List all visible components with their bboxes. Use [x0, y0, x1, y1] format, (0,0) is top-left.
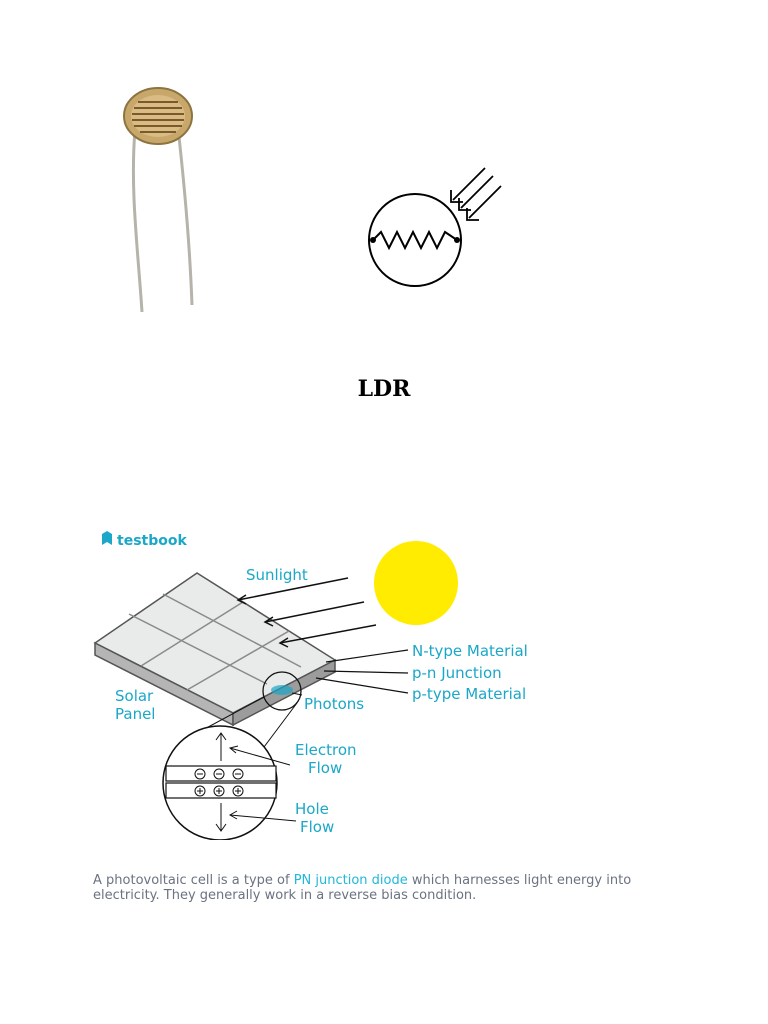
brand-text: testbook — [117, 533, 187, 549]
testbook-logo — [102, 531, 187, 549]
solar-panel-diagram — [90, 525, 530, 840]
ldr-title: LDR — [357, 376, 411, 402]
label-p-type: p-type Material — [412, 685, 527, 703]
label-electron-flow: Flow — [308, 759, 343, 777]
label-electron: Electron — [295, 741, 357, 759]
ldr-photo — [90, 80, 230, 320]
label-sunlight: Sunlight — [246, 566, 308, 584]
caption-after: which harnesses light energy into electricity. They generally work in a reverse bias condition. — [93, 873, 632, 903]
label-panel: Panel — [115, 705, 156, 723]
sun — [374, 541, 458, 625]
caption-before: A photovoltaic cell is a type of — [93, 873, 294, 888]
pn-junction-diode-link[interactable]: PN junction diode — [293, 873, 408, 888]
label-photons: Photons — [304, 695, 365, 713]
ldr-symbol — [355, 160, 515, 295]
label-hole-flow: Flow — [300, 818, 335, 836]
caption — [93, 873, 693, 903]
label-n-type: N-type Material — [412, 642, 528, 660]
label-solar: Solar — [115, 687, 154, 705]
label-hole: Hole — [295, 800, 329, 818]
label-pn-junction: p-n Junction — [412, 664, 502, 682]
